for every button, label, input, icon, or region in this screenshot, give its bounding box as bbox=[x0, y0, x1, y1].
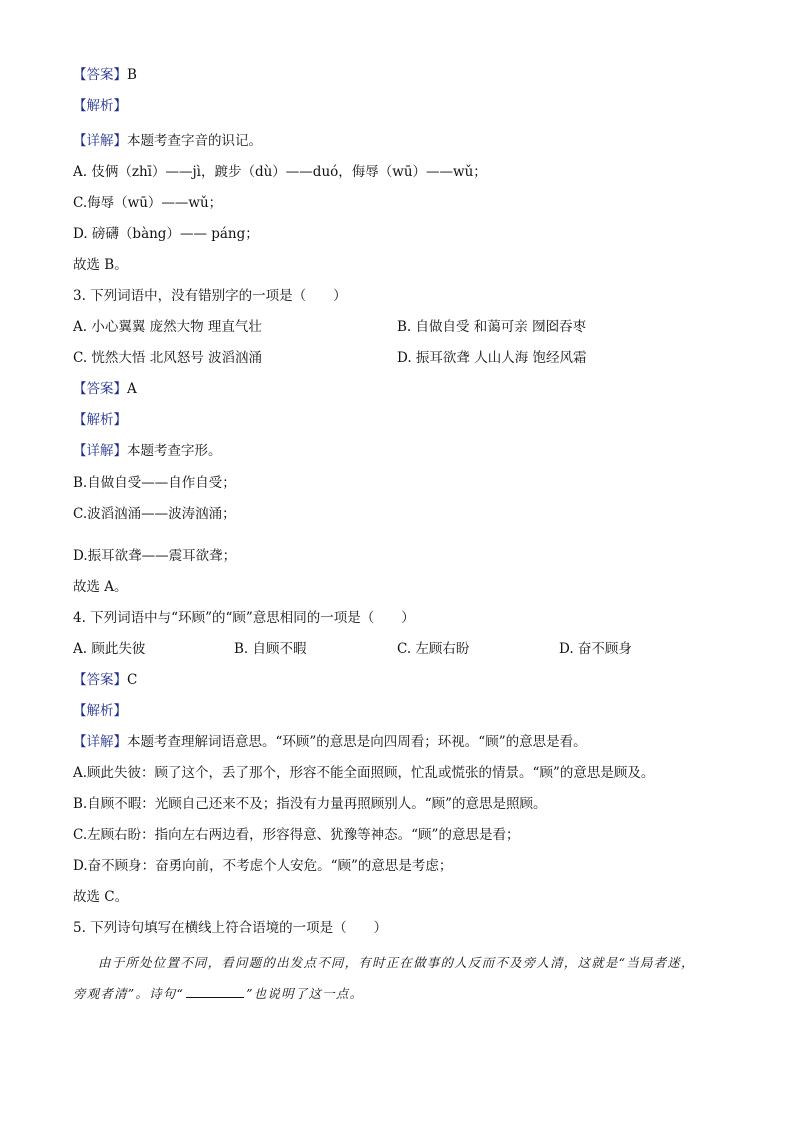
answer-value: C bbox=[127, 672, 138, 688]
answer-value: B bbox=[127, 67, 137, 83]
detail-text: 本题考查字形。 bbox=[127, 443, 222, 459]
q2-analysis-tag: 【解析】 bbox=[73, 98, 127, 114]
answer-tag: 【答案】 bbox=[73, 381, 127, 397]
q3-analysis-tag: 【解析】 bbox=[73, 412, 127, 428]
q4-option-a: A. 顾此失彼 bbox=[73, 641, 146, 657]
detail-tag: 【详解】 bbox=[73, 443, 127, 459]
fill-in-blank bbox=[186, 985, 244, 998]
q2-answer-line bbox=[73, 66, 137, 84]
answer-tag: 【答案】 bbox=[73, 672, 127, 688]
q4-line-c: C.左顾右盼：指向左右两边看，形容得意、犹豫等神态。“顾”的意思是看； bbox=[73, 827, 520, 843]
q5-passage-line1: 由于所处位置不同，看问题的出发点不同，有时正在做事的人反而不及旁人清，这就是“当局者迷， bbox=[98, 955, 695, 970]
q3-line-d: D.振耳欲聋——震耳欲聋； bbox=[73, 548, 237, 564]
q3-option-c: C. 恍然大悟 北风怒号 波滔汹涌 bbox=[73, 350, 263, 366]
q4-line-b: B.自顾不暇：光顾自己还来不及；指没有力量再照顾别人。“顾”的意思是照顾。 bbox=[73, 796, 547, 812]
q3-option-d: D. 振耳欲聋 人山人海 饱经风霜 bbox=[397, 350, 587, 366]
detail-text: 本题考查理解词语意思。“环顾”的意思是向四周看；环视。“顾”的意思是看。 bbox=[127, 734, 587, 750]
answer-value: A bbox=[127, 381, 137, 397]
q2-conclusion: 故选 B。 bbox=[73, 257, 128, 273]
q3-answer-line bbox=[73, 380, 137, 398]
answer-tag: 【答案】 bbox=[73, 67, 127, 83]
q4-conclusion: 故选 C。 bbox=[73, 889, 129, 905]
q3-line-b: B.自做自受——自作自受； bbox=[73, 475, 236, 491]
q2-detail-line bbox=[73, 132, 262, 150]
q2-line-c: C.侮辱（wū）——wǔ； bbox=[73, 195, 223, 211]
passage-text-post: ”也说明了这一点。 bbox=[246, 986, 364, 1001]
q4-analysis-tag: 【解析】 bbox=[73, 703, 127, 719]
q4-option-d: D. 奋不顾身 bbox=[559, 641, 632, 657]
q2-line-a: A. 伎俩（zhī）——jì，踱步（dù）——duó，侮辱（wū）——wǔ； bbox=[73, 164, 487, 180]
q4-detail-line bbox=[73, 733, 587, 751]
detail-tag: 【详解】 bbox=[73, 734, 127, 750]
q5-passage-line2 bbox=[73, 985, 363, 1003]
q4-answer-line bbox=[73, 671, 137, 689]
q5-stem: 5. 下列诗句填写在横线上符合语境的一项是（ ） bbox=[73, 920, 388, 936]
q4-line-a: A.顾此失彼：顾了这个，丢了那个，形容不能全面照顾，忙乱或慌张的情景。“顾”的意思是顾及。 bbox=[73, 765, 655, 781]
q2-line-d: D. 磅礴（bàng）—— páng； bbox=[73, 226, 259, 242]
q4-option-b: B. 自顾不暇 bbox=[234, 641, 307, 657]
q3-option-a: A. 小心翼翼 庞然大物 理直气壮 bbox=[73, 319, 262, 335]
passage-text-pre: 旁观者清”。诗句“ bbox=[73, 986, 185, 1001]
q3-conclusion: 故选 A。 bbox=[73, 579, 128, 595]
q3-line-c: C.波滔汹涌——波涛汹涌； bbox=[73, 506, 236, 522]
q3-detail-line bbox=[73, 442, 222, 460]
detail-text: 本题考查字音的识记。 bbox=[127, 133, 262, 149]
q3-stem: 3. 下列词语中，没有错别字的一项是（ ） bbox=[73, 288, 347, 304]
q4-stem: 4. 下列词语中与“环顾”的“顾”意思相同的一项是（ ） bbox=[73, 610, 415, 626]
q4-line-d: D.奋不顾身：奋勇向前，不考虑个人安危。“顾”的意思是考虑； bbox=[73, 858, 453, 874]
q3-option-b: B. 自做自受 和蔼可亲 囫囵吞枣 bbox=[397, 319, 587, 335]
q4-option-c: C. 左顾右盼 bbox=[397, 641, 470, 657]
detail-tag: 【详解】 bbox=[73, 133, 127, 149]
